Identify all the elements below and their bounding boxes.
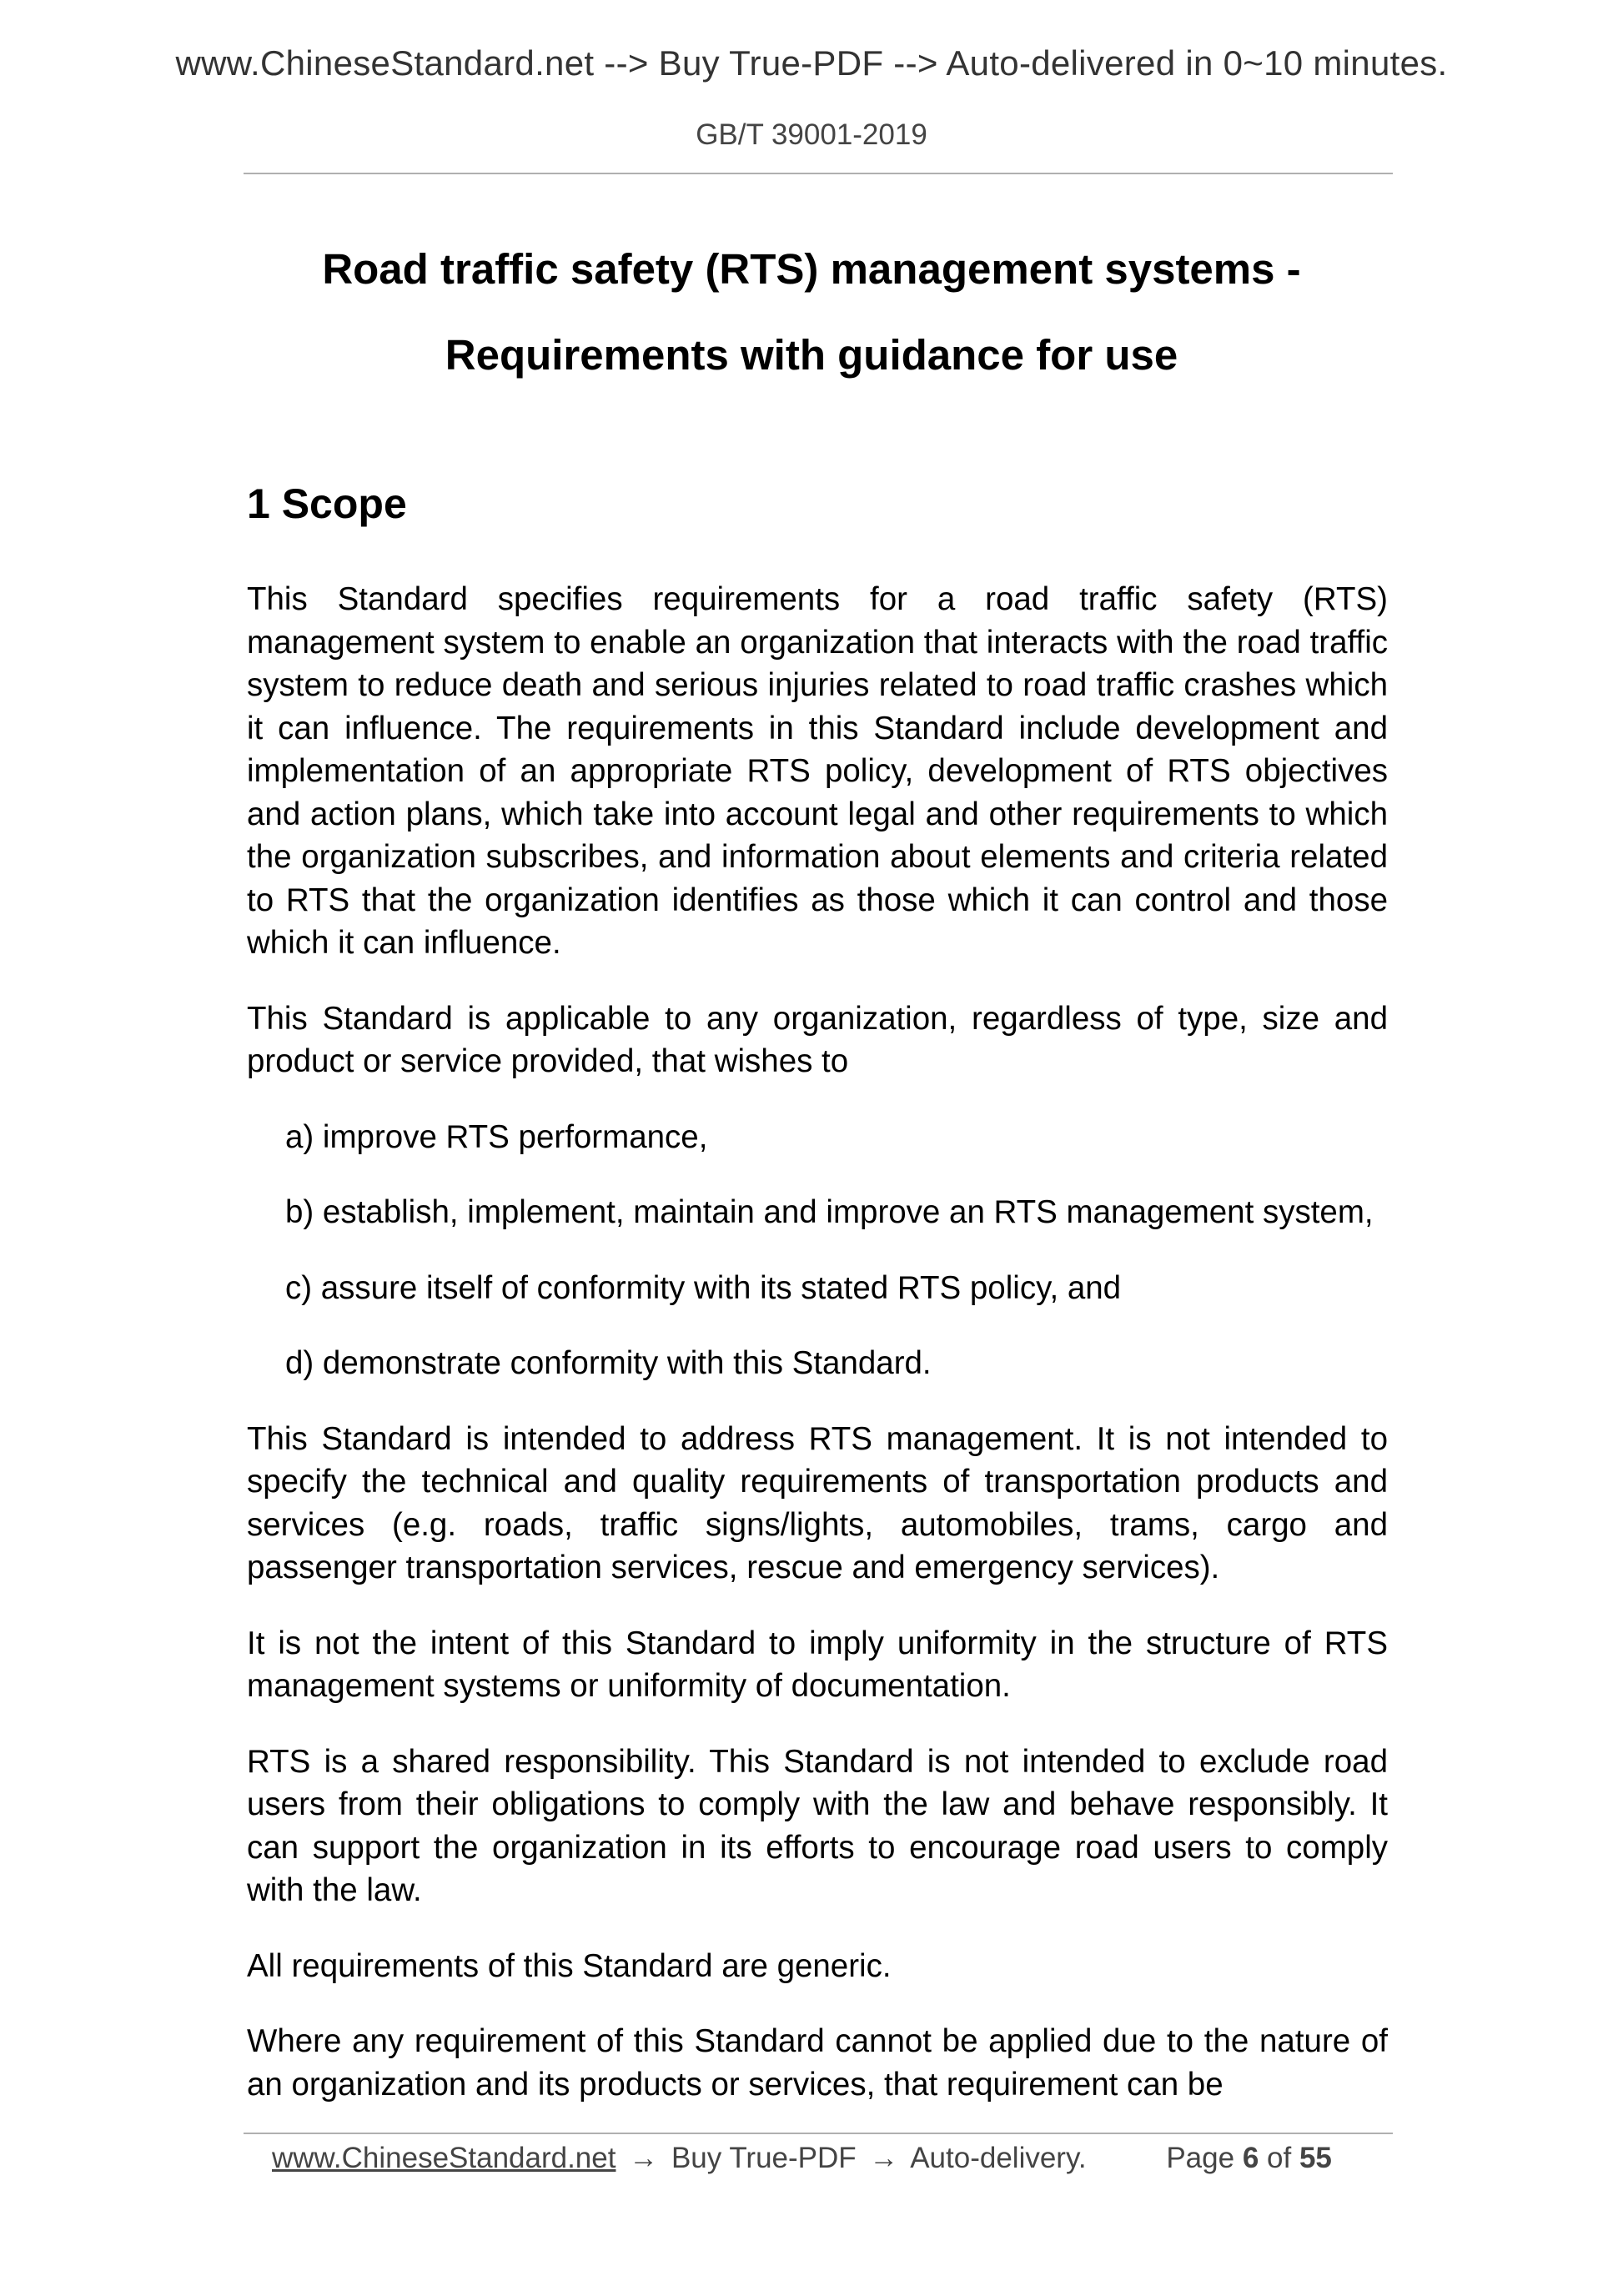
- list-item: a) improve RTS performance,: [285, 1118, 708, 1155]
- paragraph: This Standard specifies requirements for a road traffic safety (RTS) management system to enable an organization that interacts with the road traffic system to reduce death and serious injuries related to road traffic crashes which it can influence. The requirements in this Standard include development and implementation of an appropriate RTS policy, development of RTS objectives and action plans, which take into account legal and other requirements to which the organization subscribes, and information about elements and criteria related to RTS that the organization identifies as those which it can control and those which it can influence.: [247, 581, 1388, 961]
- page-footer: [272, 2142, 1332, 2175]
- page-label: Page: [1166, 2142, 1235, 2174]
- of-label: of: [1267, 2142, 1292, 2174]
- list-item: b) establish, implement, maintain and improve an RTS management system,: [285, 1194, 1374, 1230]
- list-item: d) demonstrate conformity with this Standard.: [285, 1345, 932, 1381]
- footer-buy-text: Buy True-PDF: [671, 2142, 857, 2174]
- document-title-line-2: Requirements with guidance for use: [445, 331, 1178, 379]
- paragraph: Where any requirement of this Standard cannot be applied due to the nature of an organization and its products or services, that requirement can be: [247, 2023, 1388, 2103]
- section-heading-scope: 1 Scope: [247, 480, 407, 527]
- paragraph: RTS is a shared responsibility. This Standard is not intended to exclude road users from their obligations to comply with the law and behave responsibly. It can support the organization in its efforts to encourage road users to comply with the law.: [247, 1743, 1388, 1908]
- footer-delivery-text: Auto-delivery.: [910, 2142, 1087, 2174]
- page-indicator: [1166, 2142, 1332, 2175]
- scope-body: [247, 578, 1388, 2106]
- header-divider: [244, 173, 1393, 174]
- paragraph: This Standard is intended to address RTS management. It is not intended to specify the technical and quality requirements of transportation products and services (e.g. roads, traffic signs/lights, automobiles, trams, cargo and passenger transportation services, rescue and emergency services).: [247, 1420, 1388, 1585]
- arrow-right-icon: →: [869, 2142, 899, 2174]
- footer-site-link[interactable]: www.ChineseStandard.net: [272, 2142, 616, 2174]
- list-item: c) assure itself of conformity with its stated RTS policy, and: [285, 1269, 1122, 1306]
- footer-divider: [244, 2133, 1393, 2134]
- document-title-line-1: Road traffic safety (RTS) management systems -: [322, 245, 1301, 293]
- paragraph: It is not the intent of this Standard to imply uniformity in the structure of RTS management systems or uniformity of documentation.: [247, 1625, 1388, 1704]
- page-total: 55: [1299, 2142, 1332, 2174]
- arrow-right-icon: →: [629, 2142, 659, 2174]
- page-current: 6: [1242, 2142, 1259, 2174]
- top-banner: www.ChineseStandard.net --> Buy True-PDF --> Auto-delivered in 0~10 minutes.: [175, 43, 1448, 83]
- paragraph: All requirements of this Standard are generic.: [247, 1947, 892, 1984]
- standard-code: GB/T 39001-2019: [696, 118, 927, 151]
- paragraph: This Standard is applicable to any organization, regardless of type, size and product or service provided, that wishes to: [247, 1000, 1388, 1079]
